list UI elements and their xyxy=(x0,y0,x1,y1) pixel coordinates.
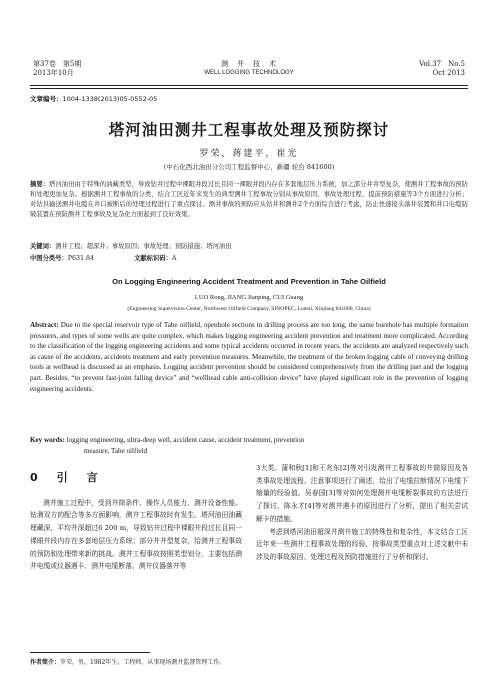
english-keywords-label: Key words: xyxy=(30,436,65,444)
header-journal xyxy=(30,60,468,78)
header-journal-cn: 测 井 技 术 xyxy=(221,60,277,68)
doc-code-label: 文献标识码： xyxy=(134,255,172,262)
paper-authors: 罗荣，蒋建平，崔光 xyxy=(199,149,299,159)
keywords-cn-text: 测井工程；超深井；事故原因；事故处理；预防措施；塔河油田 xyxy=(55,243,232,250)
header-date: 2013年10月 xyxy=(33,69,74,77)
english-title: On Logging Engineering Accident Treatment and Prevention in Tahe Oilfield xyxy=(112,277,386,286)
header-month: Oct 2013 xyxy=(432,69,465,77)
footnote-rule xyxy=(30,652,150,653)
english-abstract xyxy=(30,320,468,394)
intro-paragraph-2: 3大类。蒲和秋[1]和王兆东[2]等对引发测井工程事故的井筒原因及各类事故处理流程、注意事项进行了阐述，给出了电缆拉断情况下电缆下缩量的经验值。吴春国[3]等对如何处理测井电缆断裂事故的方法进行了探讨。陈永才[4]等对测井遇卡的原因进行了分析，提出了相关尝试解卡的措施。 xyxy=(256,464,468,523)
header-journal-en: WELL LOGGING TECHNOLOGY xyxy=(204,70,294,76)
author-footnote xyxy=(30,657,225,666)
english-abstract-label: Abstract: xyxy=(30,321,59,329)
header-volume-en xyxy=(419,60,465,78)
paper-title: 塔河油田测井工程事故处理及预防探讨 xyxy=(108,121,390,139)
english-authors: LUO Rong, JIANG Jianping, CUI Guang xyxy=(194,294,304,301)
body-column-left xyxy=(30,472,242,573)
abstract-cn-text: 塔河油田由于特殊的油藏类型，导致钻井过程中裸眼井段过长且同一裸眼井段内存在多套地层压力系统，加之部分井井型复杂，使测井工程事故的预防和处理更加复杂。根据测井工程事故的分类，结合工区近年来发生的典型测井工程事故分别从事故原因、事故处理过程、提前预防措施等3个方面进行分析；对钻具输送测井电缆在井口被断后的处理过程进行了重点探讨。测井事故的预防应从钻井和测井2个方面综合进行考虑，防止快速接头落井装置和井口电缆防破装置在预防测井工程事故及复杂化方面起到了良好效果。 xyxy=(30,181,469,218)
paper-affiliation: (中石化西北油田分公司工程监督中心，新疆 轮台 841600) xyxy=(163,163,335,171)
english-keywords xyxy=(30,435,468,456)
article-number-value: 1004-1338(2013)05-0552-05 xyxy=(62,95,158,103)
running-header xyxy=(30,58,468,86)
keywords-cn xyxy=(30,241,232,250)
header-rule-thin xyxy=(30,88,468,89)
header-rule-thick xyxy=(30,85,468,86)
doc-code-value: A xyxy=(171,255,177,262)
article-number xyxy=(30,94,157,103)
english-abstract-text: Due to the special reservoir type of Tahe oilfield, openhole sections in drilling process are too long, the same borehole has multiple formation pressures, and types of some wells are quite complex, which makes logging engineering accident prevention and treatment more complicated. According to the classification of the logging engineering accidents and some typical accidents occurred in recent years, the accidents are analyzed respectively such as cause of the accidents, accidents treatment and early prevention measures. Meanwhile, the treatment of the broken logging cable of conveying drilling tools at wellhead is discussed as an emphasis. Logging accident prevention should be considered comprehensively from the drilling part and the logging part. Besides, “to prevent fast-joint falling device” and “wellhead cable anti-collision device” have played significant role in the prevention of logging engineering accidents. xyxy=(30,321,468,393)
section-heading: 0 引 言 xyxy=(30,471,102,484)
header-vol-no: Vol.37 No.5 xyxy=(419,60,465,68)
clc-label: 中图分类号： xyxy=(30,255,68,262)
english-keywords-line1: logging engineering, ultra-deep well, accident cause, accident treatment, prevention xyxy=(66,436,305,444)
abstract-cn xyxy=(30,180,468,220)
english-keywords-line2: measure, Tahe oilfield xyxy=(84,446,147,455)
keywords-cn-label: 关键词： xyxy=(30,243,56,250)
article-number-label: 文章编号： xyxy=(30,95,63,103)
english-affiliation: (Engineering Supervision Center, Northwest Oilfield Company, SINOPEC, Luntai, Xinjiang 841600, China) xyxy=(127,306,371,312)
header-volume: 第37卷 第5期 xyxy=(33,60,82,68)
clc-value: P631.84 xyxy=(67,255,95,262)
footnote-text: 罗荣，男，1982年生，工程师，从事现场测井监督管理工作。 xyxy=(60,659,226,666)
body-column-right xyxy=(256,462,468,564)
intro-paragraph-3: 考虑到塔河油田超深井测井施工的特殊性和复杂性，本文结合工区近年来一些测井工程事故处理的经验，按事故类型重点对上述文献中未涉及的事故原因、处理过程及预防措施进行了分析和探讨。 xyxy=(256,527,468,561)
footnote-label: 作者简介： xyxy=(30,659,61,666)
intro-paragraph-1: 测井施工过程中，受到井筒条件、操作人员能力、测井设备性能、钻测双方的配合等多方面影响，测井工程事故时有发生。塔河油田油藏埋藏深，平均井深超过6 200 m，导致钻井过程中裸眼井段过长且同一裸眼井段内存在多套地层压力系统；部分井井型复杂，给测井工程事故的预防和处理带来新的挑战。测井工程事故按照类型划分，主要包括测井电缆或仪器遇卡、测井电缆断落、测井仪器落井等 xyxy=(30,498,242,571)
classification-row xyxy=(30,253,176,262)
abstract-cn-label: 摘要： xyxy=(30,181,50,188)
